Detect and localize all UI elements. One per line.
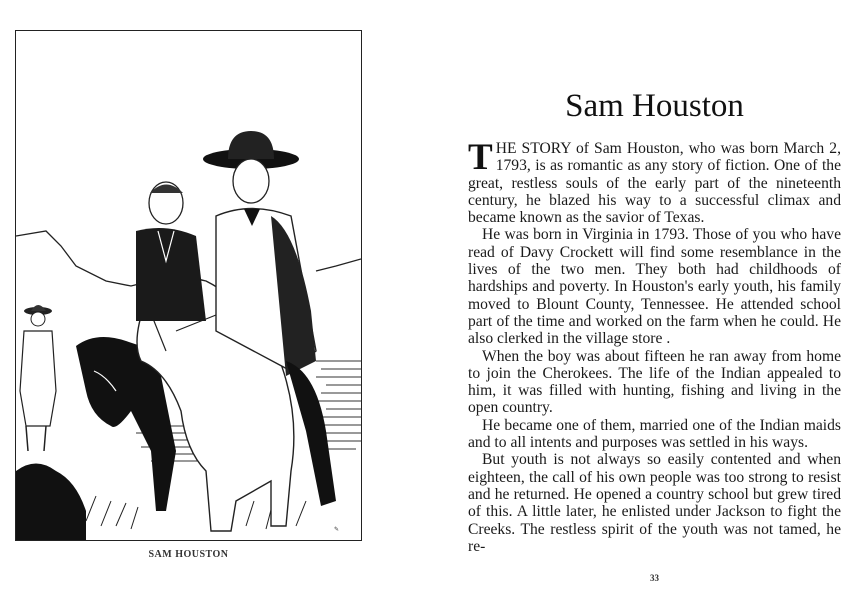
right-page: [468, 0, 841, 610]
chapter-title: Sam Houston: [565, 88, 744, 124]
page-number: 33: [650, 573, 659, 583]
drop-cap: T: [468, 137, 493, 178]
paragraph-5: But youth is not always so easily contented and when eighteen, the call of his own people was too strong to resist and he returned. He opened a country school but grew tired of this. A little later, he enlisted under Jackson to fight the Creeks. The restless spirit of the youth was not tamed, he re-: [468, 451, 841, 555]
paragraph-2: He was born in Virginia in 1793. Those of you who have read of Davy Crockett will find some resemblance in the lives of the two men. They both had childhoods of hardships and poverty. In Houston's early youth, his family moved to Blount County, Tennessee. He attended school part of the time and worked on the farm when he could. He also clerked in the village store .: [468, 226, 841, 348]
chapter-body: [468, 137, 841, 555]
illustration-frame: [15, 30, 362, 541]
paragraph-4: He became one of them, married one of the Indian maids and to all intents and purposes was settled in his ways.: [468, 416, 841, 452]
paragraph-3: When the boy was about fifteen he ran away from home to join the Cherokees. The life of the Indian appealed to him, it was filled with hunting, fishing and living in the open country.: [468, 347, 841, 417]
illustration-caption: SAM HOUSTON: [148, 549, 229, 560]
paragraph-1: THE STORY of Sam Houston, who was born March 2, 1793, is as romantic as any story of fiction. One of the great, restless souls of the early part of the nineteenth century, he blazed his way to a successful climax and became known as the savior of Texas.: [468, 137, 841, 227]
left-page: [0, 0, 430, 610]
svg-text:✎: ✎: [334, 527, 340, 533]
sam-houston-illustration: [16, 31, 361, 540]
